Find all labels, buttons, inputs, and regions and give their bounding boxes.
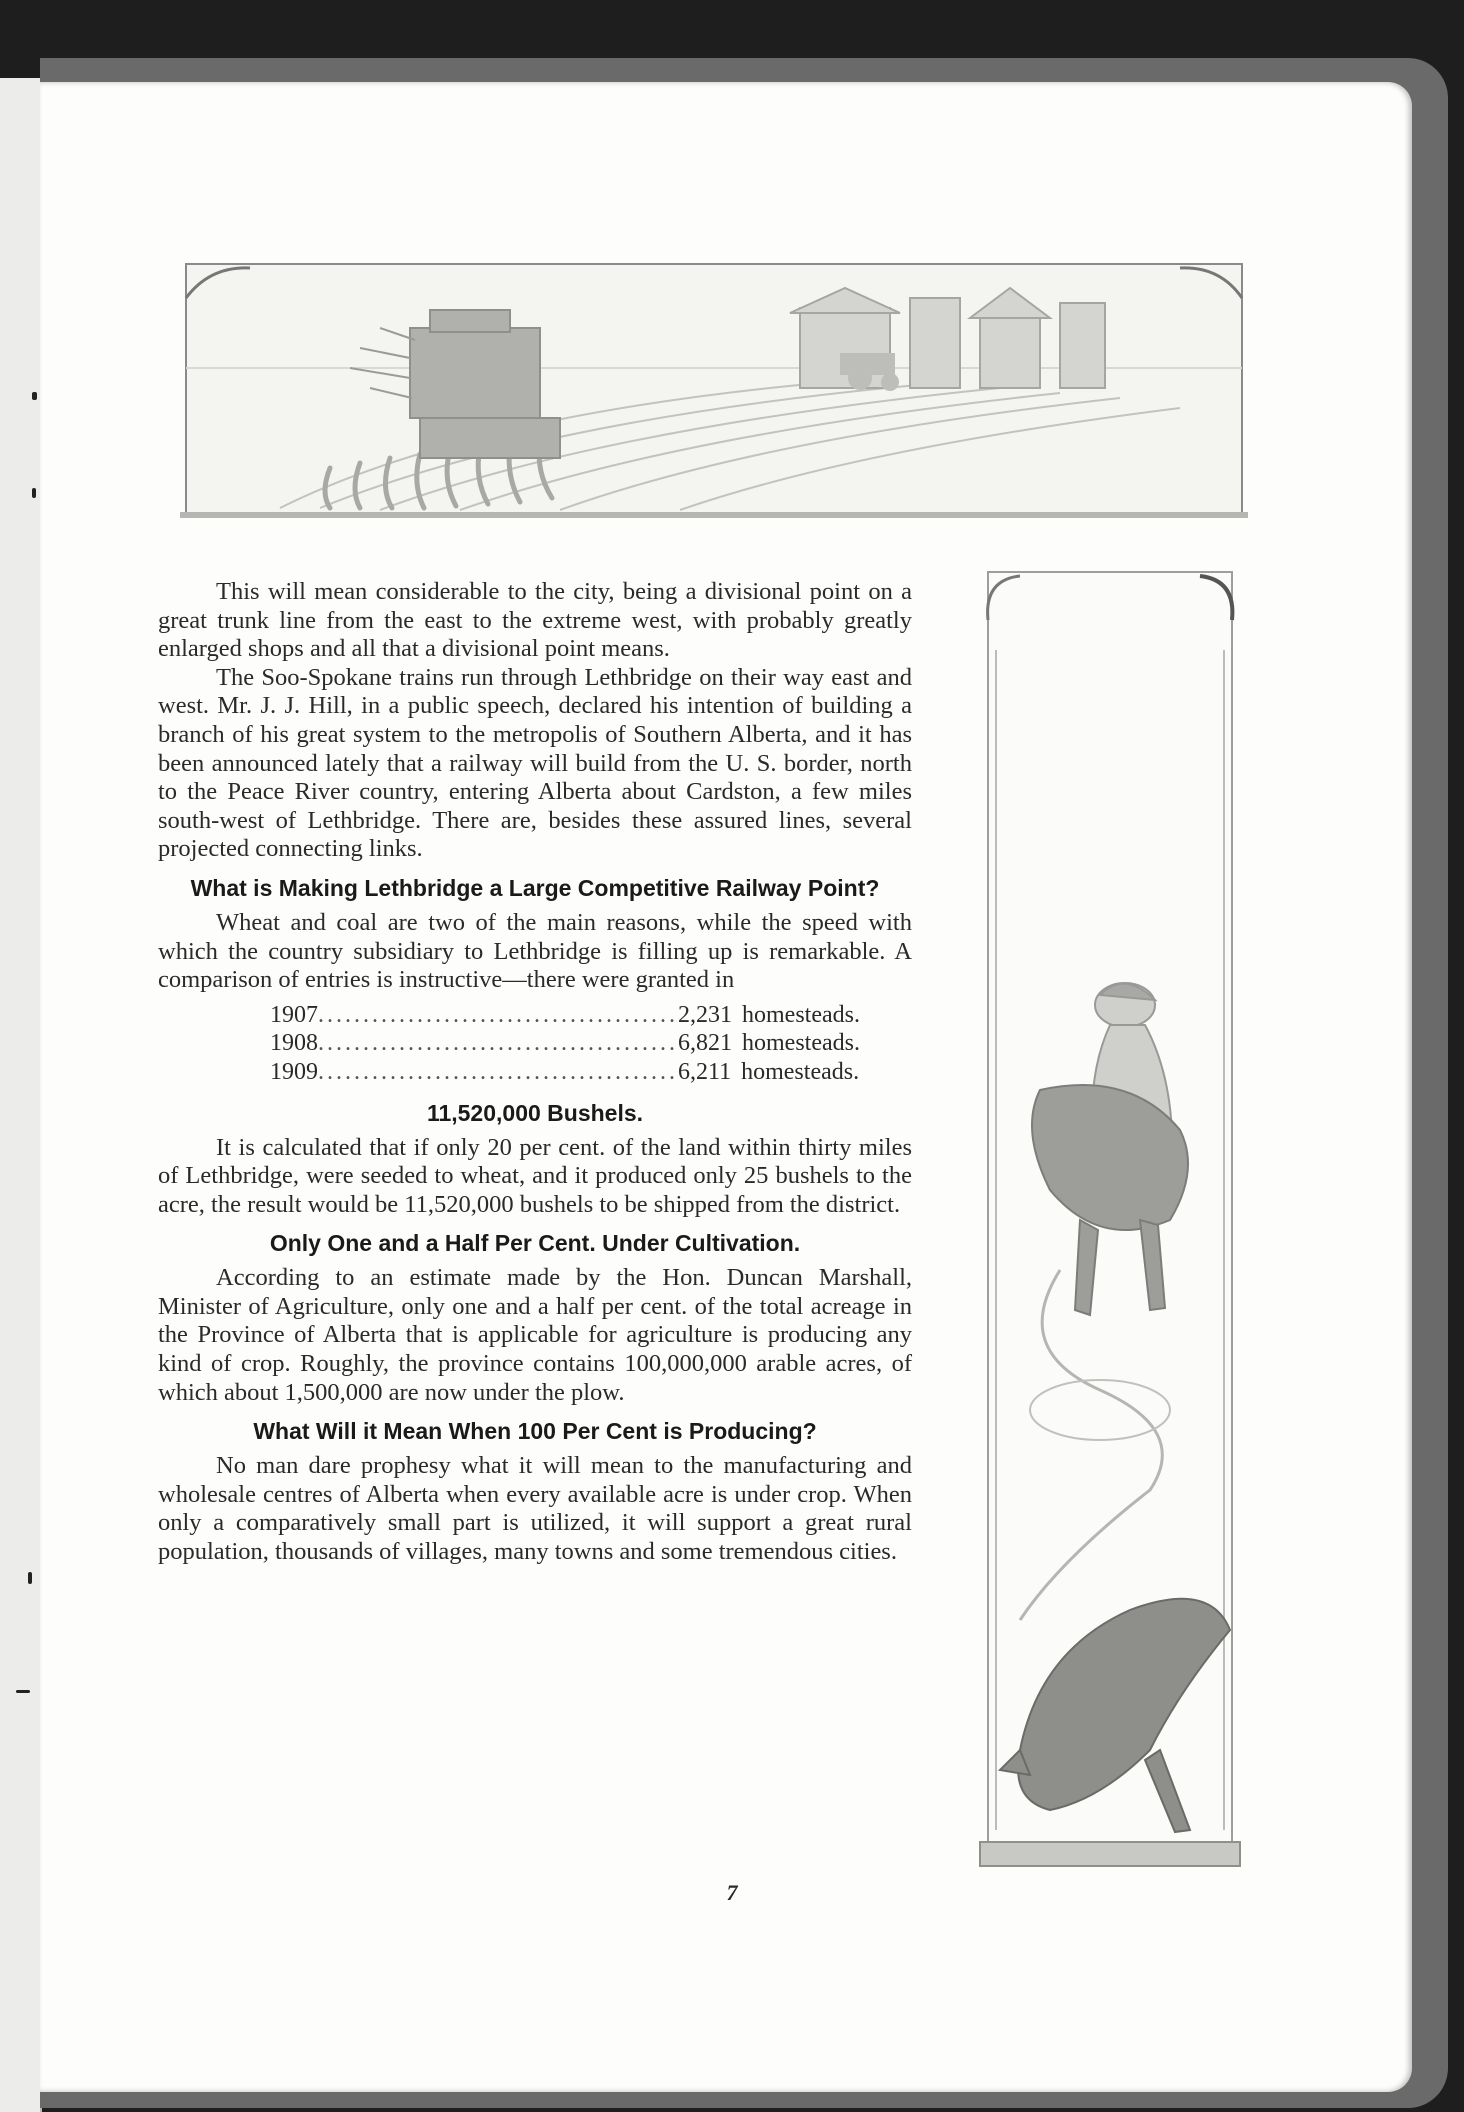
paragraph-divisional-point: This will mean considerable to the city, being a divisional point on a great trunk line from the east to the extreme west, with probably greatly enlarged shops and all that a divisional point means.: [158, 578, 912, 663]
page-speck: [32, 488, 36, 498]
harvest-banner-illustration: [180, 258, 1248, 520]
paragraph-wheat-calculation: It is calculated that if only 20 per cent. of the land within thirty miles of Lethbridge, were seeded to wheat, and it produced only 25 bushels to the acre, the result would be 11,520,000 bushels to be shipped from the district.: [158, 1133, 912, 1218]
heading-railway-point: What is Making Lethbridge a Large Competitive Railway Point?: [190, 874, 880, 901]
homestead-count: 2,231: [678, 1001, 732, 1028]
page-number: 7: [726, 1880, 738, 1905]
homestead-year: 1907: [270, 1001, 318, 1028]
page-speck: [16, 1690, 30, 1693]
paragraph-soo-spokane: The Soo-Spokane trains run through Lethbridge on their way east and west. Mr. J. J. Hill, in a public speech, declared his intention of building a branch of his great system to the metropolis of Southern Alberta, and it has been announced lately that a railway will build from the U. S. border, north to the Peace River country, entering Alberta about Cardston, a few miles south-west of Lethbridge. There are, besides these assured lines, several projected connecting links.: [158, 663, 912, 863]
homestead-row: [270, 1058, 860, 1087]
page-speck: [32, 392, 37, 400]
cowboy-wolf-side-illustration: [980, 570, 1240, 1870]
homestead-entries-list: [158, 1001, 912, 1087]
paragraph-acreage-estimate: According to an estimate made by the Hon. Duncan Marshall, Minister of Agriculture, only one and a half per cent. of the total acreage in the Province of Alberta that is applicable for agriculture is producing any kind of crop. Roughly, the province contains 100,000,000 arable acres, of which about 1,500,000 are now under the plow.: [158, 1264, 912, 1406]
heading-producing: What Will it Mean When 100 Per Cent is Producing?: [253, 1418, 817, 1445]
leader-dots: ........................................: [318, 1058, 678, 1085]
heading-bushels: 11,520,000 Bushels.: [426, 1099, 644, 1126]
article-body: [158, 578, 912, 1567]
homestead-unit: homesteads.: [742, 1001, 860, 1028]
leader-dots: ........................................: [318, 1030, 678, 1057]
heading-cultivation: Only One and a Half Per Cent. Under Cultivation.: [269, 1230, 801, 1257]
homestead-row: [270, 1001, 860, 1030]
homestead-count: 6,821: [678, 1030, 732, 1057]
page-speck: [28, 1572, 32, 1584]
homestead-row: [270, 1029, 860, 1058]
homestead-count: 6,211: [678, 1058, 732, 1085]
facing-page-edge: [0, 78, 42, 2112]
homestead-unit: homesteads.: [741, 1058, 860, 1085]
homestead-year: 1909: [270, 1058, 318, 1085]
homestead-unit: homesteads.: [742, 1030, 860, 1057]
paragraph-wheat-and-coal: Wheat and coal are two of the main reasons, while the speed with which the country subsidiary to Lethbridge is filling up is remarkable. A comparison of entries is instructive—there were granted in: [158, 908, 912, 994]
homestead-year: 1908: [270, 1030, 318, 1057]
paragraph-future-growth: No man dare prophesy what it will mean to the manufacturing and wholesale centres of Alberta when every available acre is under crop. When only a comparatively small part is utilized, it will support a great rural population, thousands of villages, many towns and some tremendous cities.: [158, 1452, 912, 1566]
leader-dots: ........................................: [318, 1001, 678, 1028]
